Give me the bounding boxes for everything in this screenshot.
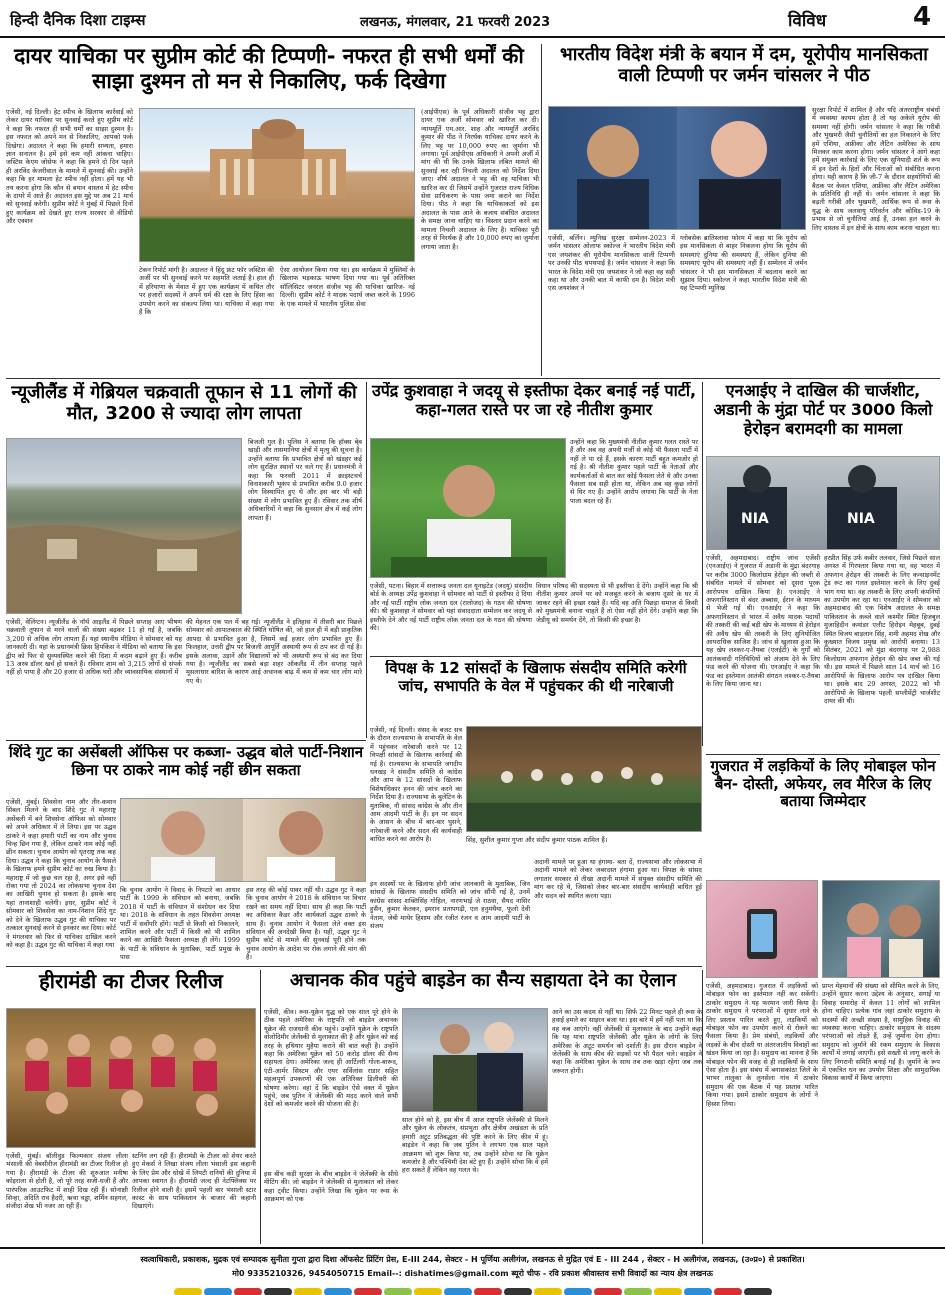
kushwaha-col1: उन्होंने कहा कि मुख्यमंत्री नीतीश कुमार गलत रास्ते पर हैं और अब वह अपनी मर्जी से कोई भी फैसला पार्टी में नहीं ले पा रहे हैं, इसके कारण पार्टी बहुत कमजोर हो गई है। श्री नीतीश कुमार पहले पार्टी के नेताओं और कार्यकर्ताओं से बात कर कोई फैसला लेते थे और उनका फैसला सब सही होता था, लेकिन अब वह कुछ लोगों से घिर गए हैं। उन्होंने आरोप लगाया कि पार्टी के नेता पाला बदल रहे हैं। [570,438,698,505]
heeramandi-cast-photo [6,1008,256,1148]
color-pill [504,1288,532,1295]
nz-col-bottom1: एजेंसी, वेलिंग्टन। न्यूजीलैंड के नॉर्थ आइलैंड में पिछले सप्ताह आए भीषण चक्रवाती तूफान से मरने वालों की संख्या बढ़कर 11 हो गई है, जबकि 3,200 से अधिक लोग लापता हैं। यहां स्थानीय मीडिया ने सोमवार को यह जानकारी दी। यहां के प्रधानमंत्री क्रिस हिपकिंस ने मीडिया को बताया कि इस द्वीप को फिर से सुव्यवस्थित करने की दिशा में कदम बढ़ाने हुए हैं। करीब 13 अरब डॉलर खर्च हो सकते हैं। रविवार शाम को 3,215 लोगों से संपर्क नहीं हो पाया है और 20 हजार से अधिक घरों और व्यावसायिक संस्थानों में [6,618,182,677]
color-pill [264,1288,292,1295]
girls-phone-photo-1 [706,880,818,978]
nia-col1: एजेंसी, अहमदाबाद। राष्ट्रीय जांच एजेंसी (एनआईए) ने गुजरात में अडानी के मुंद्रा बंदरगाह पर करीब 3000 किलोग्राम हेरोइन की जब्ती से संबंधित मामले में सोमवार को दूसरा पूरक आरोपपत्र दाखिल किया है। एनआईए ने अफगानिस्तान से बंदर अब्बास, ईरान के माध्यम से भेजी गई थी। एनआईए ने कहा कि अफगानिस्तान से भारत में अवैध मादक पदार्थों की तस्करी की कई बड़ी खेप के माध्यम से हेरोइन की अवैध खेप की तस्करी के लिए सुनियोजित आपराधिक साजिश है। जांच से खुलासा हुआ कि यह खेप लश्कर-ए-तैयबा (एलईटी) के गुर्गों को आतंकवादी गतिविधियों को अंजाम देने के लिए फंड करने की योजना थी। एनआईए ने कहा कि फंड का इस्तेमाल आतंकी संगठन लश्कर-ए-तैयबा के लिए किया जाना था। [706,554,820,689]
sc-col4: (आईपीएस) के पूर्व अधिकारी संजीव भट्ट द्वारा दायर एक अर्जी सोमवार को खारिज कर दी। न्यायमूर्ति एम.आर. शाह और न्यायमूर्ति अरविंद कुमार की पीठ ने निरर्थक याचिका दायर करने के लिए भट्ट पर 10,000 रुपए का जुर्माना भी लगाया। पूर्व आईपीएस अधिकारी ने अपनी अर्जी में मांग की थी कि उनके खिलाफ लंबित मामले की सुनवाई कर रही निचली अदालत को निर्देश दिया जाए। शीर्ष अदालत ने भट्ट की वह याचिका भी खारिज कर दी जिसमें उन्होंने गुजरात राज्य विधिक सेवा प्राधिकरण के पास जमा कराने का निर्देश दिया। पीठ ने कहा कि याचिकाकर्ता को इस अदालत के पास आने के बजाय संबंधित अदालत के समक्ष जाना चाहिए था। विस्तार प्रदान करने का मामला निचली अदालत के लिए है। याचिका पूरी तरह से निरर्थक है और 10,000 रुपए का जुर्माना लगाया जाता है। [421,108,539,251]
shinde-col2: कि चुनाव आयोग ने विवाद के निपटारे का आधार पार्टी के 1999 के संविधान को बनाया, जबकि 2018 में पार्टी के संविधान में संशोधन कर दिया था। 2018 के संविधान के तहत शिवसेना अध्यक्ष पार्टी में सर्वोपरि होंगे। पार्टी से किसी को निकालने, शामिल करने और पार्टी में किसी को भी शामिल करने का आखिरी फैसला अध्यक्ष ही लेंगे। 1999 के पार्टी के संविधान के मुताबिक, पार्टी प्रमुख के पास [120,886,240,962]
kushwaha-photo [370,438,566,578]
biden-headline: अचानक कीव पहुंचे बाइडेन का सैन्य सहायता देने का ऐलान [289,970,677,991]
shinde-col3: इस तरह की कोई पावर नहीं थी। उद्धव गुट ने कहा कि चुनाव आयोग ने 2018 के संविधान पर विचार रखने का समय नहीं दिया। साथ ही कहा कि पार्टी का अधिकार कैडर और कार्यकर्ता उद्धव ठाकरे के साथ हैं। चुनाव आयोग ने फैसला लेते वक्त इस संविधान की अनदेखी किया है। यहीं, उद्धव गुट ने सुप्रीम कोर्ट से मामले की सुनवाई पूरी होने तक चुनाव आयोग के आदेश पर रोक लगाने की मांग की है। [246,886,366,962]
section-name: विविध [788,11,827,31]
kushwaha-col-bottom2: विधान परिषद की सदस्यता से भी इस्तीफा दे देंगे। उन्होंने कहा कि श्री नीतीश कुमार अपने पर को मजबूत करने के बजाय दूसरे के घर में जाकर रहने की इच्छा रखते हैं। यदि वह अति पिछड़ा समाज से किसी को मुख्यमंत्री बनाना चाहते हैं तो ऐसा नहीं होने देंगे। उन्होंने कहा कि जेडीयू को समर्थन देंगे, तो किसी की इच्छा है। [536,582,698,624]
biden-col3: साल होने को है, इस बीच मैं आज राष्ट्रपति जेलेंस्की से मिलने और यूक्रेन के लोकतंत्र, संप्रभुता और क्षेत्रीय अखंडता के प्रति हमारी अटूट प्रतिबद्धता की पुष्टि करने के लिए कीव में हूं। बाइडेन ने कहा कि जब पुतिन ने लगभग एक साल पहले आक्रमण को शुरू किया था, तब उन्होंने सोचा था कि यूक्रेन कमजोर है और पश्चिमी देश बंटे हुए हैं। उन्होंने सोचा कि वे हमें हरा सकते हैं लेकिन वह गलत थे। [402,1116,548,1175]
contact-line: मो0 9335210326, 9454050715 Email--: dishatimes@gmail.com ब्यूरो चीफ - रवि प्रकाश श्रीवास्तव सभी विवादों का न्याय क्षेत्र लखनऊ [232,1269,713,1278]
nz-headline: न्यूजीलैंड में गेब्रियल चक्रवाती तूफान से 11 लोगों की मौत, 3200 से ज्यादा लोग लापता [11,382,357,425]
color-pill [534,1288,562,1295]
color-pill [654,1288,682,1295]
gujarat-col2: प्राप्त मेहमानों की संख्या को सीमित करने के लिए, उन्होंने सुधार करना उद्देश्य के अनुसार, सगाई या विवाह समारोह में केवल 11 लोगों को शामिल होना चाहिए। प्रत्येक गांव जहां ठाकोर समुदाय के सदस्यों की अच्छी संख्या है, सामुहिक विवाह की व्यवस्था करना चाहिए। ठाकोर समुदाय के सदस्य परंपराओं को तोड़ते हैं, उन्हें जुर्माना देना होगा। समुदाय को जुर्माने की रकम समुदाय के विकास कार्यों में लगाई जाएगी। इसे सख्ती से लागू करने के लिए निगरानी समिति बनाई गई है। जुर्माने के रूप में एकत्रित धन का उपयोग शिक्षा और सामुदायिक विकास कार्यों में किया जाएगा। [822,982,940,1083]
nia-officers-photo [706,456,940,550]
color-pill [354,1288,382,1295]
suspension-col1: एजेंसी, नई दिल्ली। संसद के बजट सत्र के दौरान राज्यसभा के सभापति के वेल में पहुंचकर नारेबाजी करने पर 12 विपक्षी सांसदों के खिलाफ कार्रवाई की गई है। राज्यसभा के सभापति जगदीप धनखड़ ने संसदीय समिति से कांग्रेस और आप के 12 सांसदों के खिलाफ विशेषाधिकार हनन की जांच करने का निर्देश दिया है। राज्यसभा के बुलेटिन के मुताबिक, नौ सांसद कांग्रेस के और तीन आम आदमी पार्टी के हैं। इन पर सदन के आसन के बीच में बार-बार घुसने, नारेबाजी करने और सदन की कार्यवाही बाधित करने का आरोप है। [370,726,462,844]
suspension-col-bottom1: इन सदस्यों पर के खिलाफ होगी जांच जानकारी के मुताबिक, जिन सांसदों के खिलाफ संसदीय समिति को जांच सौंपी गई है, उनमें कांग्रेस सांसद शक्तिसिंह गोहिल, नारणभाई जे राठवा, सैयद नासिर हुसैन, कुमार केतकर, इमरान प्रतापगढ़ी, एल हनुमंथैया, फूलो देवी नेताम, जेबी माथेर हिशाम और रंजीत रंजन व आम आदमी पार्टी के संजय [370,880,530,931]
suspension-caption: सिंह, सुशील कुमार गुप्ता और संदीप कुमार पाठक शामिल हैं। [466,836,608,844]
kushwaha-col-bottom1: एजेंसी, पटना। बिहार में सत्तारूढ़ जनता दल यूनाइटेड (जदयू) संसदीय बोर्ड के अध्यक्ष उपेंद्र कुशवाहा ने सोमवार को पार्टी से इस्तीफा दे दिया और नई पार्टी राष्ट्रीय लोक जनता दल (रालोजद) के गठन की घोषणा की। श्री कुशवाहा ने सोमवार को यहां संवाददाता सम्मेलन कर जदयू से इस्तीफे देने और नई पार्टी राष्ट्रीय लोक जनता दल के गठन की घोषणा की। [370,582,532,633]
color-pill [384,1288,412,1295]
biden-col4: आने का उस कदम से नहीं था। सिर्फ 22 मिनट पहले ही रूस के हवाई हमले का साइरन बजा था। इस बारे में हमें नहीं पता था कि वह कब आएंगे। वहीं जेलेंस्की से मुलाकात के बाद उन्होंने कहा कि यह यात्रा राष्ट्रपति जेलेंस्की और यूक्रेन के लोगों के लिए अमेरिका के अटूट समर्थन को दर्शाती है। इस दौरान बाइडेन ने जेलेंस्की के साथ कीव की सड़कों पर भी पैदल चले। बाइडेन ने कहा कि अमेरिका यूक्रेन के साथ तब तक खड़ा रहेगा जब तक जरूरत होगी। [552,1008,702,1075]
shinde-col1: एजेंसी, मुंबई। शिवसेना नाम और तीर-कमान सिंबल मिलने के बाद शिंदे गुट ने महाराष्ट्र असेंबली में बने शिवसेना ऑफिस को सोमवार को अपने अधिकार में ले लिया। इस पर उद्धव ठाकरे ने कहा हमारी पार्टी का नाम और चुनाव चिन्ह छिन गया है, लेकिन ठाकरे नाम कोई नहीं छीन सकता। चुनाव आयोग को धृतराष्ट्र तक कह दिया। उद्धव ने कहा कि चुनाव आयोग के फैसले के खिलाफ हमने सुप्रीम कोर्ट का रुख किया है। महाराष्ट्र में जो कुछ चल रहा है, अगर इसे नहीं रोका गया तो 2024 का लोकसभा चुनाव देश का आखिरी चुनाव हो सकता है। इसके बाद यहां तानाशाही चलेगी। इधर, सुप्रीम कोर्ट ने सोमवार को शिवसेना का नाम-निशान शिंदे गुट को देने के खिलाफ उद्धव गुट की याचिका पर तत्काल सुनवाई करने से इनकार कर दिया। कोर्ट ने मंगलवार को फिर से याचिका दाखिल करने को कहा है। उद्धव गुट की याचिका में कहा गया [6,798,116,949]
suspension-col-bottom2: अदानी मामले पर हुआ था हंगामा- बता दें, राज्यसभा और लोकसभा में अदानी मामले को लेकर जबरदस्त हंगामा हुआ था। विपक्ष के सांसद लगातार सरकार से तीखा अदानी मामले में संयुक्त संसदीय समिति की मांग कर रहे थे, जिसको लेकर बार-बार संसदीय कार्यवाही बाधित हुई और सदन को स्थगित करना पड़ा। [534,858,702,900]
biden-col1: एजेंसी, कीव। रूस-यूक्रेन युद्ध को एक साल पूरे होने के ठीक पहले अमेरिका के राष्ट्रपति जो बाइडेन अचानक यूक्रेन की राजधानी कीव पहुंचे। उन्होंने यूक्रेन के राष्ट्रपति वोलोदिमीर जेलेंस्की से मुलाकात की है और यूक्रेन को कई तरह के हथियार मुहैया कराने की बात कही है। उन्होंने कहा कि अमेरिका यूक्रेन को 50 करोड़ डॉलर की सैन्य सहायता देगा। अमेरिका जल्द ही आर्टिलरी गोला-बारूद, एंटी-आर्मर सिस्टम और एयर सर्विलांस राडार सहित महत्वपूर्ण उपकरणों की एक अतिरिक्त डिलीवरी की घोषणा करेगा। वहां दें कि बाइडेन ऐसे वक्त में यूक्रेन पहुंचे, जब पुतिन ने जेलेंस्की की मदद करने वाले सभी देशों को कमजोर करने की योजना की है। [264,1008,398,1109]
biden-col2: इस बीच कड़ी सुरक्षा के बीच बाइडेन ने जेलेंस्की के सीधे मीटिंग की। जो बाइडेन ने जेलेंस्की से मुलाकात को लेकर कहा ट्वीट किया। उन्होंने लिखा कि यूक्रेन पर रूस के आक्रमण को एक [264,1170,398,1204]
kushwaha-headline: उपेंद्र कुशवाहा ने जदयू से इस्तीफा देकर बनाई नई पार्टी, कहा-गलत रास्ते पर जा रहे नीतीश कुमार [371,382,697,419]
color-registration-strip [0,1281,945,1293]
color-pill [294,1288,322,1295]
uddhav-shinde-photo [120,798,366,882]
masthead [0,0,945,38]
jaishankar-scholz-photo [548,106,806,230]
color-pill [204,1288,232,1295]
eam-col3: सुरक्षा रिपोर्ट में शामिल है और यदि अंतरराष्ट्रीय संबंधों में व्यवस्था कायम होता है तो यह अकेले यूरोप की समस्या नहीं होगी। जर्मन चांसलर ने कहा कि गरीबी और भुखमरी जैसी चुनौतियों का हल निकालने के लिए हमें एशिया, अफ्रीका और लैटिन अमेरिका के साथ मिलकर काम करना होगा। जर्मन चांसलर ने आगे कहा हमें संयुक्त कार्रवाई के लिए एक सुनियादी शर्त के रूप में इन देशों के हितों और चिंताओं को संबोधित करना होगा। यही कारण है कि जी-7 के दौरान सहयोगियों की बैठक पर केवल एशिया, अफ्रीका और लैटिन अमेरिका के प्रतिनिधि ही नहीं थे। जर्मन चांसलर ने कहा कि बढ़ती गरीबी और भुखमरी, आर्थिक रूप से रूस के युद्ध के साथ जलवायु परिवर्तन और कोविड-19 के प्रभाव से जो चुनौतियां आई हैं, उनका हल करने के लिए वास्तव में इन क्षेत्रों के साथ काम करना चाहता था। [812,106,940,232]
svg-text:NIA: NIA [741,511,769,527]
color-pill [324,1288,352,1295]
dateline: लखनऊ, मंगलवार, 21 फरवरी 2023 [360,15,551,30]
parliament-photo [466,726,702,832]
nz-col1: बिजली गुल है। पुलिस ने बताया कि हॉक्स बे्ब खाड़ी और तासमानिया क्षेत्रों में मृत्यु की सूचना है। उन्होंने बताया कि प्रभावित क्षेत्रों को खंडहर कई लोग सुरक्षित स्थानों पर चले गए हैं। प्रधानमंत्री ने कहा कि फरवरी 2011 में क्राइस्टचर्च विनाशकारी भूकंप से प्रभावित करीब 9.0 हजार लोग विस्थापित हुए थे और इस बार भी बड़ी संख्या में लोग प्रभावित हुए हैं। रविवार तक शीर्ष अधिकारियों ने कहा कि सुनसान क्षेत्र में कई लोग लापता हैं। [248,438,362,522]
imprint-line: स्वत्वाधिकारी, प्रकाशक, मुद्रक एवं सम्पादक सुनीता गुप्ता द्वारा दिशा ऑफसेट प्रिंटिंग प्रेस, E-III 244, सेक्टर - H पूर्णिया अलीगंज, लखनऊ से मुद्रित एवं E - III 244 , सेक्टर - H अलीगंज, लखनऊ, (उ०प्र०) से प्रकाशित। [140,1255,805,1264]
eam-col1: एजेंसी, बर्लिन। म्युनिख सुरक्षा सम्मेलन-2023 में जर्मन चांसलर ओलाफ स्कोल्ज ने भारतीय विदेश मंत्री एस जयशंकर की यूरोपीय मानसिकता वाली टिप्पणी पर उनकी पीठ थपथपाई है। जर्मन चांसलर ने कहा कि भारत के विदेश मंत्री एस जयशंकर ने जो कहा वह सही कहा था और उनकी बात में काफी दम है। विदेश मंत्री एस जयशंकर ने [548,234,675,293]
sc-col1: एजेंसी, नई दिल्ली। हेट स्पीच के खिलाफ कार्रवाई को लेकर दायर याचिका पर सुनवाई करते हुए सुप्रीम कोर्ट ने कहा कि नफरत ही सभी धर्मों का साझा दुश्मन है। इस नफरत को अपने मन से निकालिए, आपको फर्क दिखेगा। अदालत ने कहा कि हमारी सभ्यता, हमारा ज्ञान सनातन है। हमें इसे कम नहीं आंकना चाहिए। जस्टिस केएम जोसेफ ने कहा कि हमने दो दिन पहले ही अरविंद केजरीवाल के मामले में सुनवाई की। उन्होंने कहा कि हर मामला हेट स्पीच नहीं होता। हमें यह भी तय करना होगा कि कौन से बयान वास्तव में हेट स्पीच के दायरे में आते हैं। अदालत इस मुद्दे पर अब 21 मार्च को सुनवाई करेगी। सुप्रीम कोर्ट ने मुंबई में पिछले दिनों हुए कार्यक्रम को देखते हुए राज्य सरकार से वीडियो और एक्शन [6,108,133,226]
color-pill [444,1288,472,1295]
shinde-headline-main: शिंदे गुट का असेंबली ऑफिस पर कब्जा- उद्धव बोले पार्टी-निशान छिना पर ठाकरे नाम कोई नहीं छीन सकता [8,744,364,779]
biden-zelensky-photo [402,1008,548,1112]
eam-headline: भारतीय विदेश मंत्री के बयान में दम, यूरोपीय मानसिकता वाली टिप्पणी पर जर्मन चांसलर ने पीठ [560,44,928,87]
sc-col2: टेकन रिपोर्ट मांगी है। अदालत ने हिंदू फ्रंट फॉर जस्टिस की अर्जी पर भी सुनवाई करने पर सहमति जताई है। हाल ही में हरियाणा के मेवात में हुए एक कार्यक्रम में कथित तौर पर हजारों सदस्यों ने अपने धर्म की रक्षा के लिए हिंसा का उपयोग करने का संकल्प लिया था। याचिका में कहा गया है कि [139,266,274,317]
heeramandi-col1: एजेंसी, मुंबई। बॉलीवुड फिल्मकार संजय लीला भंसाली की वेबसीरीज हीरामंडी का टीजर रिलीज हो गया है। हीरामंडी के टीजर की शुरुआत मनीषा कोइराला से होती है, जो पूरे तरह सजी-धजी हैं और पारंपरिक आउटफिट में शाही दिख रही हैं। सोनाक्षी सिन्हा, अदिति राव हैदरी, ऋचा चड्ढा, शर्मिन सहगल, संजीदा शेख भी नजर आ रही हैं। [6,1152,128,1211]
color-pill [234,1288,262,1295]
color-pill [174,1288,202,1295]
supreme-court-photo [139,108,415,262]
gujarat-col1: एजेंसी, अहमदाबाद। गुजरात में लड़कियों को मोबाइल फोन का इस्तेमाल नहीं कर सकेंगी। ठाकोर समुदाय ने यह फरमान जारी किया है। ठाकोर समुदाय ने परंपराओं में सुधार लाने के लिए प्रस्ताव पारित करते हुए, लड़कियों को मोबाइल फोन का उपयोग करने से रोकने का फैसला किया है। प्रेम संबंधों, लड़कियों और लड़कों के बीच दोस्ती या अंतरजातीय विवाहों का खंडन किया जा रहा है। समुदाय का मानना है कि मोबाइल फोन की वजह से ही लड़कियों के साथ ऐसा होता है। इस संबंध में बनासकांठा जिले के भाभर तालुका के लुनसेला गांव में ठाकोर समुदाय की एक बैठक में यह प्रस्ताव पारित किया गया। इसमें ठाकोर समुदाय के लोगों ने हिस्सा लिया। [706,982,818,1108]
paper-name: हिन्दी दैनिक दिशा टाइम्स [10,11,146,29]
suspension-headline: विपक्ष के 12 सांसदों के खिलाफ संसदीय समिति करेगी जांच, सभापति के वेल में पहुंचकर की थी नारेबाजी [385,660,687,695]
color-pill [564,1288,592,1295]
sc-headline: दायर याचिका पर सुप्रीम कोर्ट की टिप्पणी- नफरत ही सभी धर्मों की साझा दुश्मन तो मन से निकालिए, फर्क दिखेगा [14,44,524,93]
heeramandi-col2: स्टनिंग लग रही हैं। हीरामंडी के टीजर को शेयर करते हुए मेकर्स ने लिखा संजय लीला भंसाली इस कहानी के लिए प्रेम और धोखे में लिपटी रानियों की दुनिया में आपका स्वागत है। हीरामंडी जल्द ही नेटफ्लिक्स पर रिलीज होने वाली है। इसमें पहली बार भंसाली स्टार कास्ट के साथ पाकिस्तान के बाजार की कहानी दिखाएंगे। [132,1152,256,1211]
sc-col3: ऐसा आयोजन किया गया था। इस कार्यक्रम में मुस्लिमों के खिलाफ भड़काऊ भाषण दिया गया था। पूर्व अतिरिक्त सॉलिसिटर जनरल संजीव भट्ट की याचिका खारिज- नई दिल्ली। सुप्रीम कोर्ट ने मादक पदार्थ जब्त करने के 1996 के एक मामले में भारतीय पुलिस सेवा [280,266,415,308]
gujarat-headline: गुजरात में लड़कियों के लिए मोबाइल फोन बैन- दोस्ती, अफेयर, लव मैरिज के लिए बताया जिम्मेदार [710,758,936,811]
heeramandi-headline: हीरामंडी का टीजर रिलीज [39,970,223,993]
svg-text:NIA: NIA [847,511,875,527]
page-number: 4 [912,2,932,32]
color-pill [594,1288,622,1295]
color-pill [684,1288,712,1295]
color-pill [624,1288,652,1295]
color-pill [414,1288,442,1295]
color-pill [744,1288,772,1295]
nia-headline: एनआईए ने दाखिल की चार्जशीट, अडानी के मुंद्रा पोर्ट पर 3000 किलो हेरोइन बरामदगी का मामला [713,382,933,438]
eam-col2: ग्लोबसेक ब्रातिस्लावा फोरम में कहा था कि यूरोप को इस मानसिकता से बाहर निकलना होगा कि यूरोप की समस्याएं दुनिया की समस्याएं हैं, लेकिन दुनिया की समस्याएं यूरोप की समस्याएं नहीं हैं। सम्मेलन में जर्मन चांसलर ने भी इस मानसिकता में बदलाव करने का सुझाव दिया। स्कोल्ज ने कहा भारतीय विदेश मंत्री की यह टिप्पणी म्युनिख [680,234,807,293]
color-pill [474,1288,502,1295]
girls-phone-photo-2 [822,880,940,978]
nia-col2: हरप्रीत सिंह उर्फ कबीर तलवार, जिसे पिछले साल अगस्त में गिरफ्तार किया गया था, वह भारत में अफगान हेरोइन की तस्करी के लिए कन्साइनमेंट ट्रेड रूट का गलत इस्तेमाल करने के लिए दुबई भाग गया था। वह तस्करी के लिए अपनी कंपनियों का उपयोग कर रहा था। एनआईए ने सोमवार को अहमदाबाद की एक विशेष अदालत के समक्ष पाकिस्तान के कब्जे वाले कश्मीर स्थित हिजबुल मुजाहिदीन कमांडर एलीट हिरोइन मेहबूब, दुबई स्थित विजय बाड़लान सिंह, शमी अहमद शेख और कुख्यात विजय प्रमुख को आरोपी बनाया। 13 सितंबर, 2021 को मुंद्रा बंदरगाह पर 2,988 किलोग्राम अफगान हेरोइन की खेप जब्त की गई थी। इस मामले में पिछले साल 14 मार्च को 16 आरोपियों के खिलाफ आरोप पत्र दाखिल किया था। इसके बाद 29 अगस्त, 2022 को भी आरोपियों के खिलाफ पहली सप्लीमेंट्री चार्जशीट दायर की थी। [824,554,940,705]
color-pill [714,1288,742,1295]
cyclone-flood-photo [6,438,242,614]
nz-col-bottom2: की मेहनत एक पल में बह गई। न्यूजीलैंड ने इतिहास में तीसरी बार पिछले सोमवार को आपातकाल की स्थिति घोषित की, जो हाल ही में बड़ी प्राकृतिक आपदा से प्रभावित हुआ है, जिसमें कई हजार लोग प्रभावित हुए हैं। फिलहाल, उत्तरी द्वीप पर बिजली आपूर्ति अस्थायी रूप से ठप कर दी गई है। इसके अलावा, उड़ानें और विद्यालयों को भी अस्थायी रूप से बंद कर दिया गया है। न्यूजीलैंड का सबसे बड़ा शहर ऑकलैंड में तीन सप्ताह पहले मूसलाधार बारिश के कारण आई अचानक बाढ़ में कम से कम चार लोग मारे गए थे। [186,618,362,685]
